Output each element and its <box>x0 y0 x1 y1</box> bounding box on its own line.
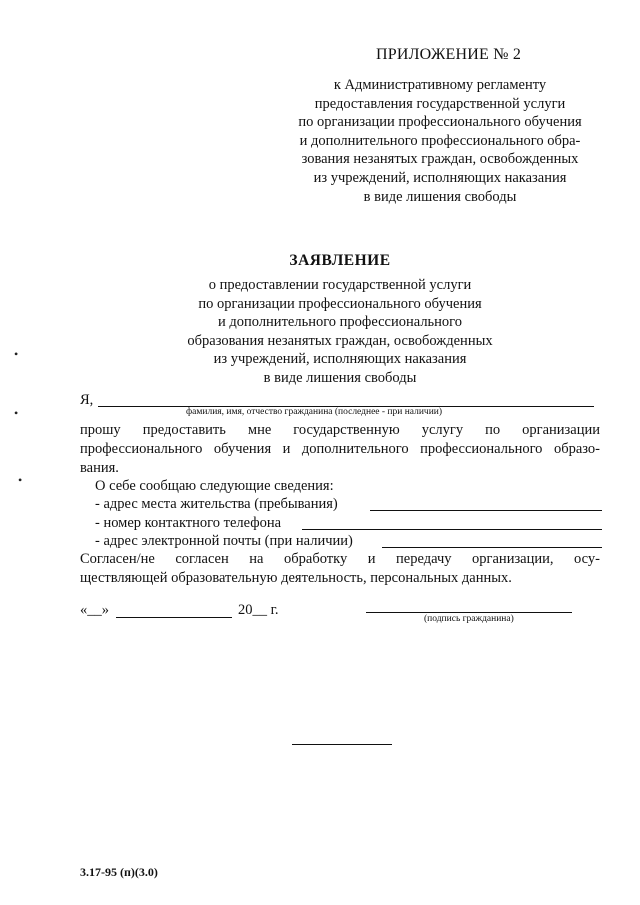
request-line: прошу предоставить мне государственную услугу по организации <box>80 422 600 438</box>
address-label: - адрес места жительства (пребывания) <box>95 496 338 512</box>
subject-line: из учреждений, исполняющих наказания <box>213 351 467 368</box>
appendix-reference <box>270 76 610 206</box>
application-subject <box>0 276 640 388</box>
appendix-line: зования незанятых граждан, освобожденных <box>301 151 579 168</box>
subject-line: образования незанятых граждан, освобожденных <box>187 332 493 349</box>
appendix-line: предоставления государственной услуги <box>314 95 566 112</box>
i-label: Я, <box>80 392 94 408</box>
request-line: профессионального обучения и дополнительного профессионального образо- <box>80 441 600 457</box>
date-month-field[interactable] <box>116 617 232 618</box>
email-field[interactable] <box>382 547 602 548</box>
appendix-title: ПРИЛОЖЕНИЕ № 2 <box>376 46 522 63</box>
margin-mark: • <box>14 406 19 420</box>
phone-field[interactable] <box>302 529 602 530</box>
signature-caption: (подпись гражданина) <box>424 614 514 624</box>
address-field[interactable] <box>370 510 602 511</box>
appendix-line: в виде лишения свободы <box>363 188 517 205</box>
appendix-line: из учреждений, исполняющих наказания <box>313 169 567 186</box>
appendix-line: к Административному регламенту <box>333 77 547 93</box>
subject-line: о предоставлении государственной услуги <box>208 277 472 293</box>
name-caption: фамилия, имя, отчество гражданина (последнее - при наличии) <box>186 407 443 417</box>
subject-line: по организации профессионального обучения <box>198 295 482 312</box>
info-intro: О себе сообщаю следующие сведения: <box>95 478 334 494</box>
application-title: ЗАЯВЛЕНИЕ <box>289 252 391 269</box>
date-day: «__» <box>80 602 109 618</box>
subject-line: в виде лишения свободы <box>263 369 417 386</box>
appendix-line: по организации профессионального обучения <box>298 114 582 131</box>
consent-line: Согласен/не согласен на обработку и передачу организации, осу- <box>80 551 600 567</box>
request-line: вания. <box>80 460 119 476</box>
document-code: 3.17-95 (п)(3.0) <box>80 865 158 879</box>
margin-mark: • <box>14 347 19 361</box>
date-year: 20__ г. <box>238 602 279 618</box>
signature-field[interactable] <box>366 612 572 613</box>
subject-line: и дополнительного профессионального <box>217 314 463 331</box>
margin-mark: • <box>18 473 23 487</box>
consent-line: ществляющей образовательную деятельность, персональных данных. <box>80 570 512 586</box>
phone-label: - номер контактного телефона <box>95 515 282 531</box>
closing-rule <box>292 744 392 745</box>
appendix-line: и дополнительного профессионального обра- <box>299 132 581 149</box>
email-label: - адрес электронной почты (при наличии) <box>95 533 353 549</box>
